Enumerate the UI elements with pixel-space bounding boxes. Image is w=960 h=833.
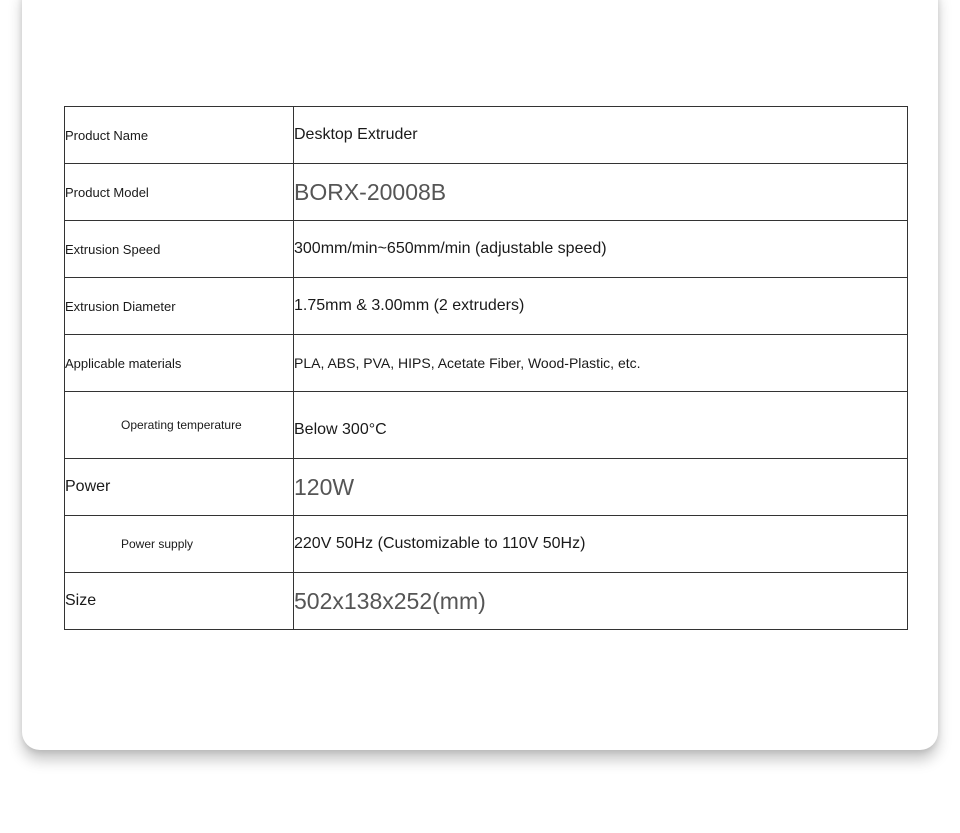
spec-label: Power bbox=[65, 459, 294, 516]
spec-row-size bbox=[65, 573, 908, 630]
spec-label: Applicable materials bbox=[65, 335, 294, 392]
spec-value: 120W bbox=[294, 459, 908, 516]
spec-row-product-model bbox=[65, 164, 908, 221]
spec-label: Product Name bbox=[65, 107, 294, 164]
spec-value: 502x138x252(mm) bbox=[294, 573, 908, 630]
spec-row-extrusion-diameter bbox=[65, 278, 908, 335]
spec-row-power bbox=[65, 459, 908, 516]
spec-label: Extrusion Speed bbox=[65, 221, 294, 278]
spec-label: Power supply bbox=[65, 516, 294, 573]
spec-row-applicable-materials bbox=[65, 335, 908, 392]
spec-value: BORX-20008B bbox=[294, 164, 908, 221]
spec-table bbox=[64, 106, 908, 630]
spec-label: Product Model bbox=[65, 164, 294, 221]
spec-label: Size bbox=[65, 573, 294, 630]
spec-row-product-name bbox=[65, 107, 908, 164]
spec-value: 220V 50Hz (Customizable to 110V 50Hz) bbox=[294, 516, 908, 573]
spec-value: 1.75mm & 3.00mm (2 extruders) bbox=[294, 278, 908, 335]
spec-value: PLA, ABS, PVA, HIPS, Acetate Fiber, Wood-Plastic, etc. bbox=[294, 335, 908, 392]
spec-row-operating-temperature bbox=[65, 392, 908, 459]
spec-value: 300mm/min~650mm/min (adjustable speed) bbox=[294, 221, 908, 278]
spec-value: Desktop Extruder bbox=[294, 107, 908, 164]
spec-label: Operating temperature bbox=[65, 392, 294, 459]
spec-row-power-supply bbox=[65, 516, 908, 573]
spec-label: Extrusion Diameter bbox=[65, 278, 294, 335]
spec-row-extrusion-speed bbox=[65, 221, 908, 278]
spec-value: Below 300°C bbox=[294, 392, 908, 459]
